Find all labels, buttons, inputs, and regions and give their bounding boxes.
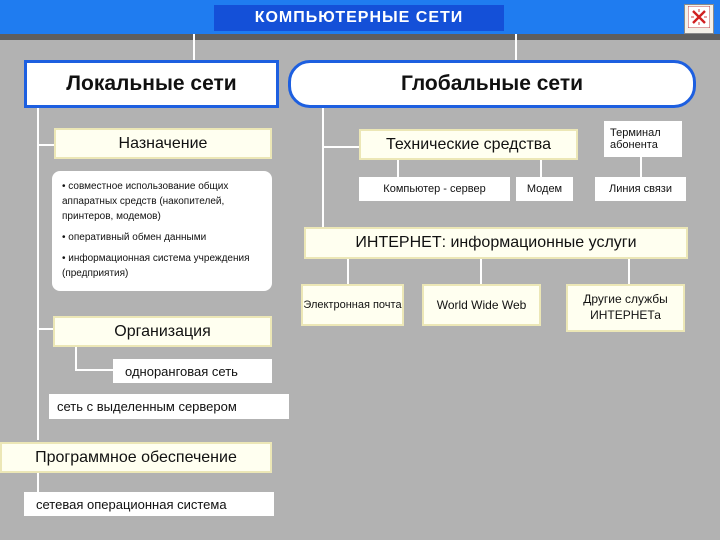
connector	[347, 257, 349, 286]
service-email: Электронная почта	[301, 284, 404, 326]
connector	[75, 369, 114, 371]
tech-item-server: Компьютер - сервер	[359, 177, 510, 201]
connector	[75, 345, 77, 370]
close-button[interactable]	[684, 4, 714, 34]
terminal-label: Терминал абонента	[604, 121, 682, 157]
connector	[193, 34, 195, 60]
internet-services-label: ИНТЕРНЕТ: информационные услуги	[304, 227, 688, 259]
purpose-label: Назначение	[54, 128, 272, 159]
purpose-item: • оперативный обмен данными	[62, 232, 207, 243]
org-item: одноранговая сеть	[113, 359, 272, 383]
tech-item-modem: Модем	[516, 177, 573, 201]
title-underline	[0, 34, 720, 40]
close-x-icon	[688, 6, 710, 33]
tech-item-line: Линия связи	[595, 177, 686, 201]
software-item: сетевая операционная система	[24, 492, 274, 516]
local-networks-header: Локальные сети	[24, 60, 279, 108]
software-label: Программное обеспечение	[0, 442, 272, 473]
connector	[480, 257, 482, 286]
connector	[37, 108, 39, 440]
connector	[322, 146, 359, 148]
service-other: Другие службы ИНТЕРНЕТа	[566, 284, 685, 332]
org-item: сеть с выделенным сервером	[49, 394, 289, 419]
organization-label: Организация	[53, 316, 272, 347]
connector	[37, 144, 54, 146]
slide-title: КОМПЬЮТЕРНЫЕ СЕТИ	[214, 5, 504, 31]
purpose-item: • совместное использование общих аппаратных средств (накопителей, принтеров, модемов)	[62, 181, 229, 222]
connector	[37, 328, 53, 330]
global-networks-header: Глобальные сети	[288, 60, 696, 108]
purpose-item: • информационная система учреждения (предприятия)	[62, 253, 250, 279]
purpose-list	[52, 171, 272, 291]
service-www: World Wide Web	[422, 284, 541, 326]
tech-means-label: Технические средства	[359, 129, 578, 160]
connector	[515, 34, 517, 60]
connector	[628, 257, 630, 286]
